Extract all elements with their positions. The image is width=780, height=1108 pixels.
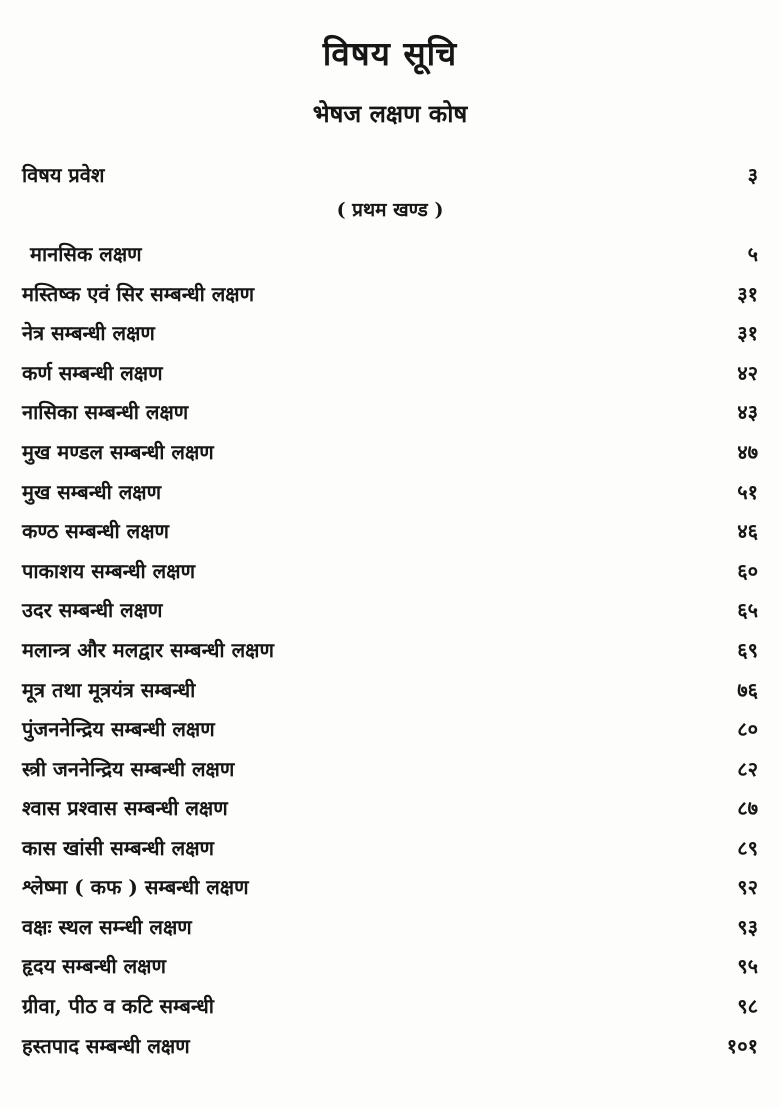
toc-row [22, 672, 758, 706]
toc-entry-label: कास खांसी सम्बन्धी लक्षण [22, 835, 215, 860]
toc-intro-row [22, 157, 758, 191]
toc-entry-label: पाकाशय सम्बन्धी लक्षण [22, 558, 196, 583]
toc-entry-page: ९२ [737, 874, 758, 899]
toc-entry-page: ८९ [737, 835, 758, 860]
toc-entry-page: ६० [737, 558, 758, 583]
page-subtitle: भेषज लक्षण कोष [312, 99, 468, 128]
toc-entry-page: ९८ [737, 993, 758, 1018]
toc-entry-page: ३१ [737, 320, 758, 345]
toc-entry-page: ८२ [737, 756, 758, 781]
toc-entry-label: मुख सम्बन्धी लक्षण [22, 479, 162, 504]
toc-entry-label: वक्षः स्थल सम्न्धी लक्षण [22, 914, 192, 939]
toc-row [30, 236, 758, 270]
section-heading: ( प्रथम खण्ड ) [336, 199, 444, 221]
toc-entry-label: मस्तिष्क एवं सिर सम्बन्धी लक्षण [22, 281, 255, 306]
toc-entry-page: ३१ [737, 281, 758, 306]
toc-entry-label: हस्तपाद सम्बन्धी लक्षण [22, 1033, 190, 1058]
toc-entry-page: ५१ [737, 479, 758, 504]
toc-entry-label: हृदय सम्बन्धी लक्षण [22, 953, 166, 978]
toc-row [22, 790, 758, 824]
toc-row [22, 1028, 758, 1062]
page-title: विषय सूचि [322, 34, 458, 73]
toc-entry-page: ६५ [737, 597, 758, 622]
toc-entry-label: कण्ठ सम्बन्धी लक्षण [22, 518, 170, 543]
toc-entry-page: १०१ [726, 1033, 758, 1058]
toc-entry-label: मुख मण्डल सम्बन्धी लक्षण [22, 439, 214, 464]
toc-row [22, 592, 758, 626]
toc-row [22, 474, 758, 508]
toc-entry-page: ८७ [737, 795, 758, 820]
toc-entry-label: पुंजननेन्द्रिय सम्बन्धी लक्षण [22, 716, 215, 741]
toc-entry-page: ४२ [737, 360, 758, 385]
toc-entry-page: ९३ [737, 914, 758, 939]
toc-entry-page: ५ [747, 241, 758, 266]
toc-row [22, 513, 758, 547]
toc-row [22, 434, 758, 468]
toc-row [22, 869, 758, 903]
toc-entry-page: ६९ [737, 637, 758, 662]
toc-row [22, 948, 758, 982]
toc-entry-label: उदर सम्बन्धी लक्षण [22, 597, 163, 622]
toc-row [22, 394, 758, 428]
toc-row [22, 315, 758, 349]
toc-entry-label: नासिका सम्बन्धी लक्षण [22, 399, 189, 424]
toc-entry-page: ८० [737, 716, 758, 741]
toc-intro-label: विषय प्रवेश [22, 162, 105, 187]
toc-entry-page: ७६ [737, 677, 758, 702]
toc-row [22, 276, 758, 310]
toc-entry-page: ४७ [737, 439, 758, 464]
toc-row [22, 355, 758, 389]
toc-entry-page: ४६ [737, 518, 758, 543]
toc-row [22, 830, 758, 864]
toc-row [22, 988, 758, 1022]
toc-entry-label: नेत्र सम्बन्धी लक्षण [22, 320, 155, 345]
toc-entry-label: मलान्त्र और मलद्वार सम्बन्धी लक्षण [22, 637, 274, 662]
toc-entry-label: स्त्री जननेन्द्रिय सम्बन्धी लक्षण [22, 756, 235, 781]
toc-entry-page: ९५ [737, 953, 758, 978]
toc-row [22, 751, 758, 785]
toc-entry-label: मूत्र तथा मूत्रयंत्र सम्बन्धी [22, 677, 196, 702]
toc-entry-page: ४३ [737, 399, 758, 424]
toc-row [22, 553, 758, 587]
toc-row [22, 909, 758, 943]
toc-entry-label: कर्ण सम्बन्धी लक्षण [22, 360, 163, 385]
toc-intro-page: ३ [747, 162, 758, 187]
toc-entry-label: श्वास प्रश्वास सम्बन्धी लक्षण [22, 795, 228, 820]
toc-row [22, 711, 758, 745]
toc-entry-label: ग्रीवा, पीठ व कटि सम्बन्धी [22, 993, 214, 1018]
toc-row [22, 632, 758, 666]
toc-entry-label: श्लेष्मा ( कफ ) सम्बन्धी लक्षण [22, 874, 249, 899]
toc-entry-label: मानसिक लक्षण [30, 241, 142, 266]
